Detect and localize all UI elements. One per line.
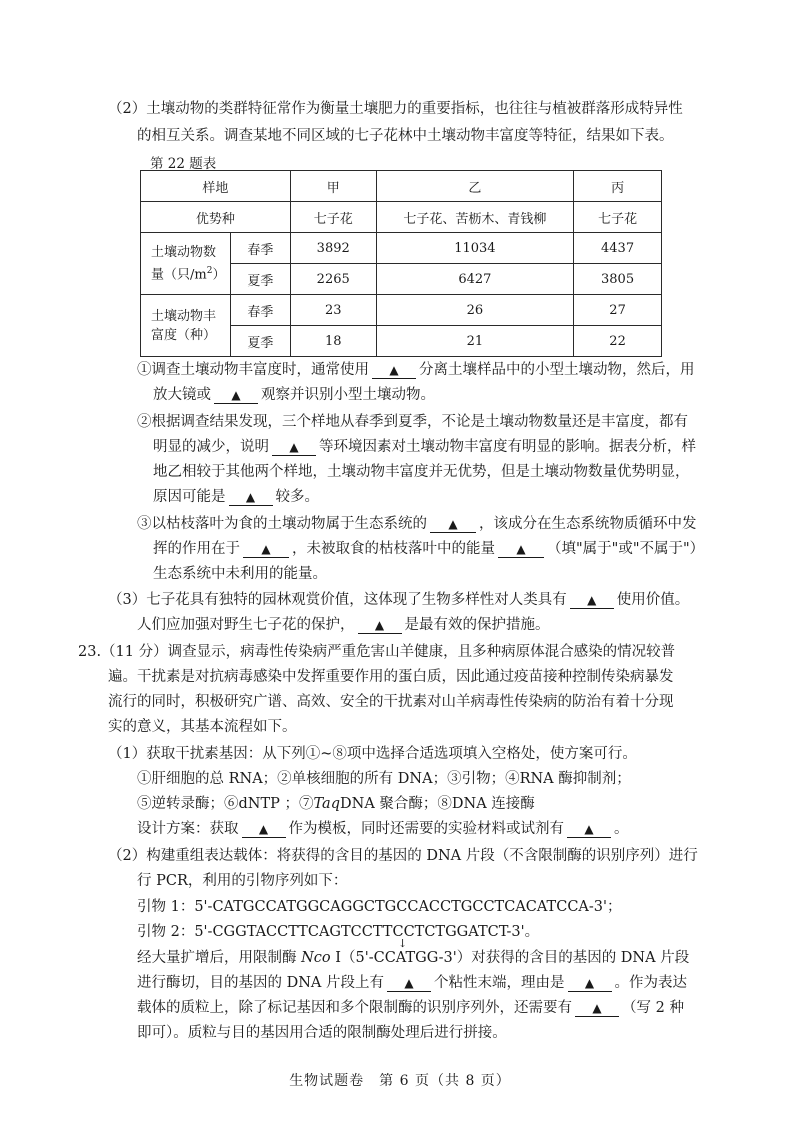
text: 明显的减少，说明 xyxy=(153,439,269,455)
text: 个粘性末端，理由是 xyxy=(434,975,565,991)
answer-blank xyxy=(498,541,544,558)
header-dominant: 优势种 xyxy=(141,202,291,233)
cell-count-summer-a: 2265 xyxy=(290,264,376,295)
table-row xyxy=(141,295,662,326)
q23-part2-line1: （2）构建重组表达载体：将获得的含目的基因的 DNA 片段（不含限制酶的识别序列）进行 xyxy=(108,848,698,864)
text: 经大量扩增后，用限制酶 xyxy=(137,950,302,966)
text: 作为模板，同时还需要的实验材料或试剂有 xyxy=(288,821,564,837)
group-count-line1: 土壤动物数 xyxy=(151,244,217,260)
q2-line1: （2）土壤动物的类群特征常作为衡量土壤肥力的重要指标，也往往与植被群落形成特异性 xyxy=(108,101,683,117)
q23-line3: 流行的同时，积极研究广谱、高效、安全的干扰素对山羊病毒性传染病的防治有着十分现 xyxy=(108,694,674,710)
answer-blank xyxy=(243,541,289,558)
text: （3）七子花具有独特的园林观赏价值，这体现了生物多样性对人类具有 xyxy=(108,592,567,608)
text: 设计方案：获取 xyxy=(137,821,239,837)
text: 是最有效的保护措施。 xyxy=(404,617,550,633)
header-site: 样地 xyxy=(141,171,291,202)
text: 分离土壤样品中的小型土壤动物，然后，用 xyxy=(419,362,695,378)
cell-rich-summer-b: 21 xyxy=(376,326,574,357)
cell-count-spring-c: 4437 xyxy=(574,233,662,264)
text: 观察并识别小型土壤动物。 xyxy=(261,387,435,403)
season-summer: 夏季 xyxy=(230,326,290,357)
q2-sub3-line2 xyxy=(153,539,704,559)
page-footer: 生物试题卷 第 6 页（共 8 页） xyxy=(289,1073,511,1089)
text: （写 2 种 xyxy=(622,1000,684,1016)
triangle-icon: ▲ xyxy=(231,388,241,402)
text: ，未被取食的枯枝落叶中的能量 xyxy=(292,541,495,557)
text: 等环境因素对土壤动物丰富度有明显的影响。据表分析，样 xyxy=(319,439,696,455)
data-table xyxy=(140,170,662,357)
q2-sub2-line1: ②根据调查结果发现，三个样地从春季到夏季，不论是土壤动物数量还是丰富度，都有 xyxy=(137,414,688,430)
q23-enzyme-line3 xyxy=(137,998,684,1018)
q23-enzyme-line4: 即可）。质粒与目的基因用合适的限制酶处理后进行拼接。 xyxy=(137,1025,507,1041)
text: DNA 聚合酶；⑧DNA 连接酶 xyxy=(340,796,535,812)
cell-count-spring-b: 11034 xyxy=(376,233,574,264)
answer-blank xyxy=(372,362,416,379)
group-richness-line1: 土壤动物丰 xyxy=(151,308,217,324)
q3-line1 xyxy=(108,590,689,610)
answer-blank xyxy=(568,975,612,992)
triangle-icon: ▲ xyxy=(289,440,299,454)
cell-rich-spring-b: 26 xyxy=(376,295,574,326)
text: ，该成分在生态系统物质循环中发 xyxy=(479,516,697,532)
q2-sub1-line1 xyxy=(137,360,695,380)
q23-line2: 遍。干扰素是对抗病毒感染中发挥重要作用的蛋白质，因此通过疫苗接种控制传染病暴发 xyxy=(108,669,674,685)
triangle-icon: ▲ xyxy=(587,593,597,607)
triangle-icon: ▲ xyxy=(584,976,595,990)
q23-line4: 实的意义，其基本流程如下。 xyxy=(108,719,297,735)
triangle-icon: ▲ xyxy=(258,822,269,836)
cell-rich-spring-a: 23 xyxy=(290,295,376,326)
group-count-label xyxy=(141,233,231,295)
text: ⑤逆转录酶；⑥dNTP ；⑦ xyxy=(137,796,314,812)
answer-blank xyxy=(272,439,316,456)
season-spring: 春季 xyxy=(230,295,290,326)
text: 放大镜或 xyxy=(153,387,211,403)
q2-sub2-line2 xyxy=(153,437,696,457)
text: 进行酶切，目的基因的 DNA 片段上有 xyxy=(137,975,385,991)
cell-count-spring-a: 3892 xyxy=(290,233,376,264)
dominant-a: 七子花 xyxy=(290,202,376,233)
answer-blank xyxy=(570,592,614,609)
q23-line1: 23.（11 分）调查显示，病毒性传染病严重危害山羊健康，且多种病原体混合感染的情况较普 xyxy=(78,644,676,660)
text: 挥的作用在于 xyxy=(153,541,240,557)
triangle-icon: ▲ xyxy=(584,822,594,836)
text: 。作为表达 xyxy=(614,975,688,991)
triangle-icon: ▲ xyxy=(448,517,458,531)
cell-count-summer-b: 6427 xyxy=(376,264,574,295)
season-spring: 春季 xyxy=(230,233,290,264)
site-a: 甲 xyxy=(290,171,376,202)
group-richness-label xyxy=(141,295,231,357)
cut-site-arrow-icon: ↓ xyxy=(398,937,408,950)
triangle-icon: ▲ xyxy=(261,542,271,556)
answer-blank xyxy=(358,617,402,634)
answer-blank xyxy=(430,516,476,533)
q2-sub2-line3: 地乙相较于其他两个样地，土壤动物丰富度并无优势，但是土壤动物数量优势明显， xyxy=(153,464,690,480)
table-row xyxy=(141,202,662,233)
answer-blank xyxy=(387,975,431,992)
text: 原因可能是 xyxy=(153,489,226,505)
triangle-icon: ▲ xyxy=(516,542,526,556)
nco-italic: Nco xyxy=(301,950,331,966)
triangle-icon: ▲ xyxy=(245,490,256,504)
q23-options-line2 xyxy=(137,794,535,814)
text: 。 xyxy=(614,821,629,837)
triangle-icon: ▲ xyxy=(592,1001,602,1015)
answer-blank xyxy=(214,387,258,404)
triangle-icon: ▲ xyxy=(389,363,399,377)
answer-blank xyxy=(575,1000,619,1017)
text: ③以枯枝落叶为食的土壤动物属于生态系统的 xyxy=(137,516,427,532)
q2-line2: 的相互关系。调查某地不同区域的七子花林中土壤动物丰富度等特征，结果如下表。 xyxy=(137,128,674,144)
text: Ⅰ（5'-CCATGG-3'）对获得的含目的基因的 DNA 片段 xyxy=(330,950,690,966)
group-count-line2: 量（只/m xyxy=(151,267,207,283)
site-b: 乙 xyxy=(376,171,574,202)
primer-1: 引物 1：5'-CATGCCATGGCAGGCTGCCACCTGCCTCACATCCA-3'； xyxy=(137,899,622,915)
text: 人们应加强对野生七子花的保护， xyxy=(137,617,355,633)
group-count-close: ） xyxy=(212,267,226,283)
text: ①调查土壤动物丰富度时，通常使用 xyxy=(137,362,369,378)
answer-blank xyxy=(242,821,286,838)
answer-blank xyxy=(567,821,611,838)
q23-enzyme-line1 xyxy=(137,948,689,968)
q23-options-line1: ①肝细胞的总 RNA；②单核细胞的所有 DNA；③引物；④RNA 酶抑制剂； xyxy=(137,771,631,787)
dominant-b: 七子花、苦枥木、青钱柳 xyxy=(376,202,574,233)
triangle-icon: ▲ xyxy=(374,618,385,632)
q2-sub2-line4 xyxy=(153,487,319,507)
q23-enzyme-line2 xyxy=(137,973,687,993)
season-summer: 夏季 xyxy=(230,264,290,295)
primer-2: 引物 2：5'-CGGTACCTTCAGTCCTTCCTCTGGATCT-3'。 xyxy=(137,924,540,940)
q23-part1: （1）获取干扰素基因：从下列①~⑧项中选择合适选项填入空格处，使方案可行。 xyxy=(108,746,637,762)
cell-count-summer-c: 3805 xyxy=(574,264,662,295)
cell-rich-summer-a: 18 xyxy=(290,326,376,357)
answer-blank xyxy=(229,489,273,506)
cell-rich-spring-c: 27 xyxy=(574,295,662,326)
q2-sub3-line3: 生态系统中未利用的能量。 xyxy=(153,566,327,582)
triangle-icon: ▲ xyxy=(404,976,414,990)
text: 载体的质粒上，除了标记基因和多个限制酶的识别序列外，还需要有 xyxy=(137,1000,572,1016)
table-caption: 第 22 题表 xyxy=(150,156,217,172)
taq-italic: Taq xyxy=(313,796,340,812)
unit-superscript: 2 xyxy=(206,265,213,276)
q3-line2 xyxy=(137,615,550,635)
site-c: 丙 xyxy=(574,171,662,202)
table-row xyxy=(141,233,662,264)
q2-sub3-line1 xyxy=(137,514,697,534)
q23-design-line xyxy=(137,819,629,839)
text: 使用价值。 xyxy=(616,592,690,608)
table-row xyxy=(141,171,662,202)
text: （填"属于"或"不属于"） xyxy=(547,541,705,557)
q23-part2-line2: 行 PCR，利用的引物序列如下： xyxy=(137,873,348,889)
text: 较多。 xyxy=(275,489,319,505)
q2-sub1-line2 xyxy=(153,385,435,405)
cell-rich-summer-c: 22 xyxy=(574,326,662,357)
group-richness-line2: 富度（种） xyxy=(151,327,217,343)
dominant-c: 七子花 xyxy=(574,202,662,233)
